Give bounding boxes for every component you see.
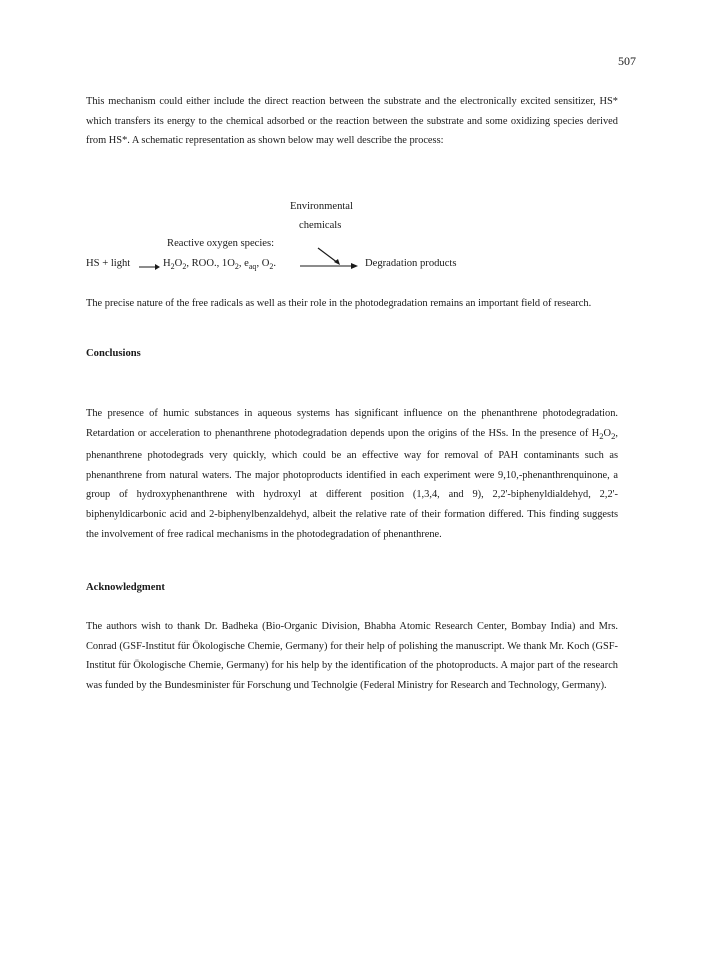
conclusions-paragraph: The presence of humic substances in aqueous systems has significant influence on the phenanthrene photodegradation. Retardation or acceleration to phenanthrene photodegradation depends upon the origins of the HSs. In the presence of $H_2O_2$, phenanthrene photodegrads very quickly, which could be an effective way for removal of PAH contaminants such as phenanthrene from natural waters. The major photoproducts identified in each experiment were 9,10,-phenanthrenquinone, a group of hydroxyphenanthrene with hydroxyl at different position (1,3,4, and 9), 2,2'-biphenyldialdehyd, 2,2'-biphenyldicarbonic acid and 2-biphenylbenzaldehyd, albeit the relative rate of their formation differed. This finding suggests the involvement of free radical mechanisms in the photodegradation of phenanthrene. — [86, 408, 618, 540]
environmental-label: Environmental — [290, 201, 353, 212]
page-number: 507 — [618, 54, 636, 68]
acknowledgment-heading: Acknowledgment — [86, 582, 165, 593]
acknowledgment-paragraph: The authors wish to thank Dr. Badheka (Bio-Organic Division, Bhabha Atomic Research Center, Bombay India) and Mrs. Conrad (GSF-Institut für Ökologische Chemie, Germany) for their help of polishing the manuscript. We thank Mr. Koch (GSF-Institut für Ökologische Chemie, Germany) for his help by the identification of the photoproducts. A major part of the research was funded by the Bundesminister für Forschung und Technolgie (Federal Ministry for Research and Technology, Germany). — [86, 621, 618, 691]
product-label: Degradation products — [365, 258, 457, 269]
ros-label: Reactive oxygen species: — [167, 238, 275, 249]
chemicals-label: chemicals — [299, 220, 342, 231]
arrow-right-icon — [139, 262, 161, 272]
conclusions-heading: Conclusions — [86, 348, 141, 359]
long-arrow-icon — [300, 248, 360, 272]
reactive-species: $H_2O_2$, ROO., $1O_2$, $e_{aq}$, $O_2$. — [163, 258, 277, 272]
after-scheme-paragraph: The precise nature of the free radicals as well as their role in the photodegradation remains an important field of research. — [86, 298, 592, 309]
intro-paragraph: This mechanism could either include the direct reaction between the substrate and the electronically excited sensitizer, HS* which transfers its energy to the chemical adsorbed or the reaction between the substrate and some oxidizing species derived from HS*. A schematic representation as shown below may well describe the process: — [86, 96, 618, 147]
reactant-label: HS + light — [86, 258, 131, 269]
